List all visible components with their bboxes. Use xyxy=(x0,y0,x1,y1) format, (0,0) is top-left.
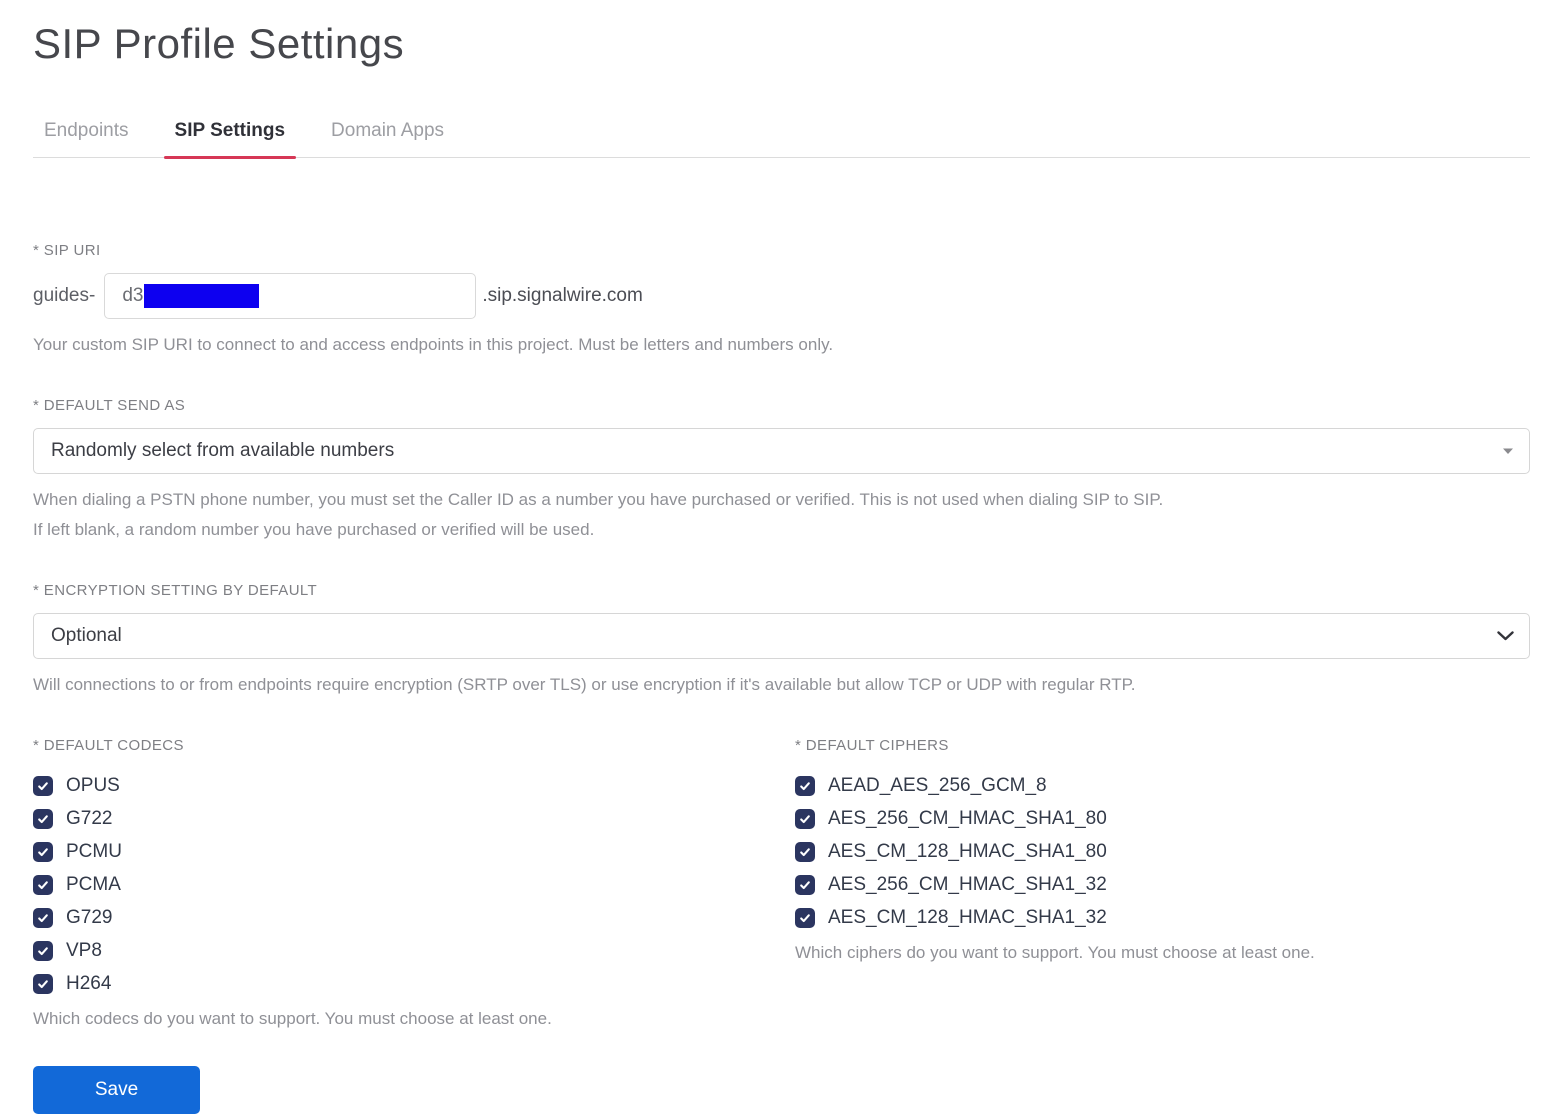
cipher-checkbox-aes-256-cm-hmac-sha1-32[interactable] xyxy=(795,868,1530,901)
encryption-setting-value: Optional xyxy=(51,625,122,646)
cipher-checkbox-aes-cm-128-hmac-sha1-32[interactable] xyxy=(795,901,1530,934)
tab-endpoints[interactable]: Endpoints xyxy=(44,120,129,141)
checkbox-checked-icon[interactable] xyxy=(33,875,53,895)
sip-settings-form xyxy=(33,242,1530,1114)
codec-label: VP8 xyxy=(66,939,102,961)
encryption-setting-helper: Will connections to or from endpoints require encryption (SRTP over TLS) or use encryption if it's available but allow TCP or UDP with regular RTP. xyxy=(33,675,1136,694)
sip-uri-row xyxy=(33,273,1530,319)
default-ciphers-section xyxy=(795,737,1530,1114)
codec-cipher-columns xyxy=(33,737,1530,1114)
cipher-label: AEAD_AES_256_GCM_8 xyxy=(828,774,1047,796)
default-codecs-section xyxy=(33,737,795,1114)
tab-bar xyxy=(33,110,1530,158)
codec-checkbox-g729[interactable] xyxy=(33,901,795,934)
checkbox-checked-icon[interactable] xyxy=(33,809,53,829)
codec-checkbox-pcmu[interactable] xyxy=(33,835,795,868)
checkbox-checked-icon[interactable] xyxy=(33,974,53,994)
codec-label: G722 xyxy=(66,807,113,829)
checkbox-checked-icon[interactable] xyxy=(33,776,53,796)
checkbox-checked-icon[interactable] xyxy=(33,908,53,928)
cipher-list xyxy=(795,769,1530,934)
default-send-as-helper-line1: When dialing a PSTN phone number, you must set the Caller ID as a number you have purchased or verified. This is not used when dialing SIP to SIP. xyxy=(33,490,1164,509)
default-codecs-label: * DEFAULT CODECS xyxy=(33,737,184,754)
sip-uri-helper: Your custom SIP URI to connect to and access endpoints in this project. Must be letters and numbers only. xyxy=(33,335,834,354)
save-button[interactable]: Save xyxy=(33,1066,200,1114)
page-title: SIP Profile Settings xyxy=(33,20,405,67)
codec-label: PCMA xyxy=(66,873,121,895)
checkbox-checked-icon[interactable] xyxy=(33,941,53,961)
codec-label: PCMU xyxy=(66,840,122,862)
cipher-checkbox-aes-256-cm-hmac-sha1-80[interactable] xyxy=(795,802,1530,835)
cipher-label: AES_CM_128_HMAC_SHA1_80 xyxy=(828,840,1107,862)
redaction-overlay xyxy=(144,284,259,308)
dropdown-caret-icon xyxy=(1502,447,1514,455)
codec-label: OPUS xyxy=(66,774,120,796)
default-send-as-select[interactable] xyxy=(33,428,1530,474)
codec-checkbox-g722[interactable] xyxy=(33,802,795,835)
codec-checkbox-h264[interactable] xyxy=(33,967,795,1000)
cipher-label: AES_256_CM_HMAC_SHA1_80 xyxy=(828,807,1107,829)
checkbox-checked-icon[interactable] xyxy=(795,776,815,796)
default-ciphers-label: * DEFAULT CIPHERS xyxy=(795,737,949,754)
cipher-checkbox-aes-cm-128-hmac-sha1-80[interactable] xyxy=(795,835,1530,868)
default-send-as-label: * DEFAULT SEND AS xyxy=(33,397,186,414)
codecs-helper: Which codecs do you want to support. You must choose at least one. xyxy=(33,1009,552,1028)
codec-label: G729 xyxy=(66,906,113,928)
sip-uri-prefix: guides- xyxy=(33,285,96,306)
codec-checkbox-pcma[interactable] xyxy=(33,868,795,901)
chevron-down-icon xyxy=(1497,631,1514,641)
default-send-as-value: Randomly select from available numbers xyxy=(51,440,395,461)
default-send-as-helper-line2: If left blank, a random number you have purchased or verified will be used. xyxy=(33,520,595,539)
cipher-label: AES_CM_128_HMAC_SHA1_32 xyxy=(828,906,1107,928)
sip-uri-input[interactable] xyxy=(104,273,476,319)
codec-list xyxy=(33,769,795,1000)
tab-domain-apps[interactable]: Domain Apps xyxy=(331,120,445,141)
sip-uri-label: * SIP URI xyxy=(33,242,101,259)
codec-label: H264 xyxy=(66,972,112,994)
cipher-label: AES_256_CM_HMAC_SHA1_32 xyxy=(828,873,1107,895)
checkbox-checked-icon[interactable] xyxy=(795,875,815,895)
ciphers-helper: Which ciphers do you want to support. You must choose at least one. xyxy=(795,943,1315,962)
encryption-setting-select[interactable] xyxy=(33,613,1530,659)
checkbox-checked-icon[interactable] xyxy=(795,809,815,829)
tab-sip-settings[interactable]: SIP Settings xyxy=(164,110,297,157)
sip-profile-settings-page xyxy=(0,20,1563,1114)
checkbox-checked-icon[interactable] xyxy=(795,908,815,928)
checkbox-checked-icon[interactable] xyxy=(795,842,815,862)
sip-uri-suffix: .sip.signalwire.com xyxy=(482,285,643,306)
codec-checkbox-opus[interactable] xyxy=(33,769,795,802)
checkbox-checked-icon[interactable] xyxy=(33,842,53,862)
sip-uri-value: d3 xyxy=(122,285,144,306)
encryption-setting-label: * ENCRYPTION SETTING BY DEFAULT xyxy=(33,582,318,599)
cipher-checkbox-aead-aes-256-gcm-8[interactable] xyxy=(795,769,1530,802)
default-send-as-helper xyxy=(33,485,1530,545)
codec-checkbox-vp8[interactable] xyxy=(33,934,795,967)
